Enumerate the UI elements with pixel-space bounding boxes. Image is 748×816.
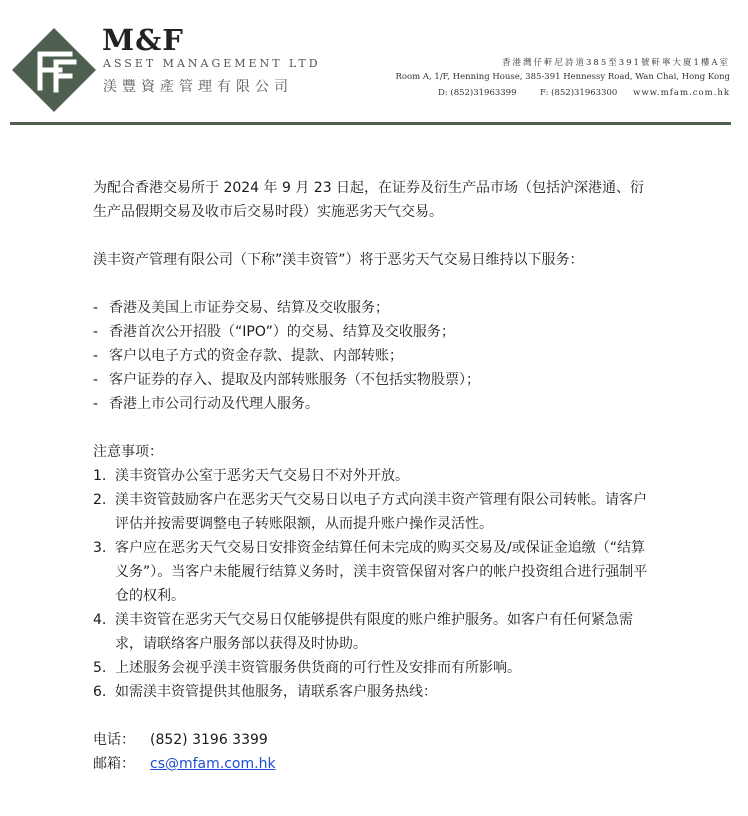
services-list — [93, 296, 653, 416]
list-item: 6. 如需渼丰资管提供其他服务，请联系客户服务热线： — [93, 684, 437, 700]
header-website: www.mfam.com.hk — [633, 88, 730, 98]
phone-label: 电话： — [93, 732, 135, 748]
notes-list — [93, 464, 653, 704]
list-item: - 香港首次公开招股（“IPO”）的交易、结算及交收服务； — [93, 324, 455, 340]
list-item: - 香港上市公司行动及代理人服务。 — [93, 396, 319, 412]
address-chinese: 香港灣仔軒尼詩道385至391號軒寧大廈1樓A室 — [502, 58, 730, 68]
brand-subtitle: ASSET MANAGEMENT LTD — [103, 57, 321, 70]
list-item: 2. 渼丰资管鼓励客户在恶劣天气交易日以电子方式向渼丰资产管理有限公司转帐。请客户评估并按需要调整电子转账限额，从而提升账户操作灵活性。 — [93, 492, 647, 532]
list-item: - 客户以电子方式的资金存款、提款、内部转账； — [93, 348, 403, 364]
intro-paragraph: 为配合香港交易所于 2024 年 9 月 23 日起，在证券及衍生产品市场（包括沪深港通、衍生产品假期交易及收市后交易时段）实施恶劣天气交易。 — [93, 180, 645, 220]
brand-chinese-name: 渼豐資產管理有限公司 — [103, 79, 293, 95]
list-item: 4. 渼丰资管在恶劣天气交易日仅能够提供有限度的账户维护服务。如客户有任何紧急需求，请联络客户服务部以获得及时协助。 — [93, 612, 633, 652]
header-fax: F: (852)31963300 — [540, 88, 618, 98]
letterhead — [0, 0, 748, 130]
email-contact — [93, 752, 653, 776]
notes-title: 注意事项： — [93, 444, 163, 460]
list-item: 1. 渼丰资管办公室于恶劣天气交易日不对外开放。 — [93, 468, 409, 484]
list-item: 3. 客户应在恶劣天气交易日安排资金结算任何未完成的购买交易及/或保证金追缴（“结算义务”）。当客户未能履行结算义务时，渼丰资管保留对客户的帐户投资组合进行强制平仓的权利。 — [93, 540, 648, 604]
phone-value: (852) 3196 3399 — [150, 732, 268, 748]
mf-logo-icon — [12, 28, 96, 112]
header-divider — [10, 122, 731, 125]
list-item: - 客户证券的存入、提取及内部转账服务（不包括实物股票）； — [93, 372, 480, 388]
phone-contact — [93, 728, 653, 752]
address-english: Room A, 1/F, Henning House, 385-391 Hennessy Road, Wan Chai, Hong Kong — [395, 72, 730, 82]
list-item: - 香港及美国上市证券交易、结算及交收服务； — [93, 300, 389, 316]
brand-name: M&F — [102, 23, 184, 57]
notice-body — [93, 176, 653, 776]
services-intro: 渼丰资产管理有限公司（下称”渼丰资管”）将于恶劣天气交易日维持以下服务： — [93, 252, 584, 268]
email-label: 邮箱： — [93, 756, 135, 772]
header-contact-line — [438, 88, 730, 100]
email-link[interactable]: cs@mfam.com.hk — [150, 756, 276, 772]
header-phone: D: (852)31963399 — [438, 88, 517, 98]
list-item: 5. 上述服务会视乎渼丰资管服务供货商的可行性及安排而有所影响。 — [93, 660, 521, 676]
